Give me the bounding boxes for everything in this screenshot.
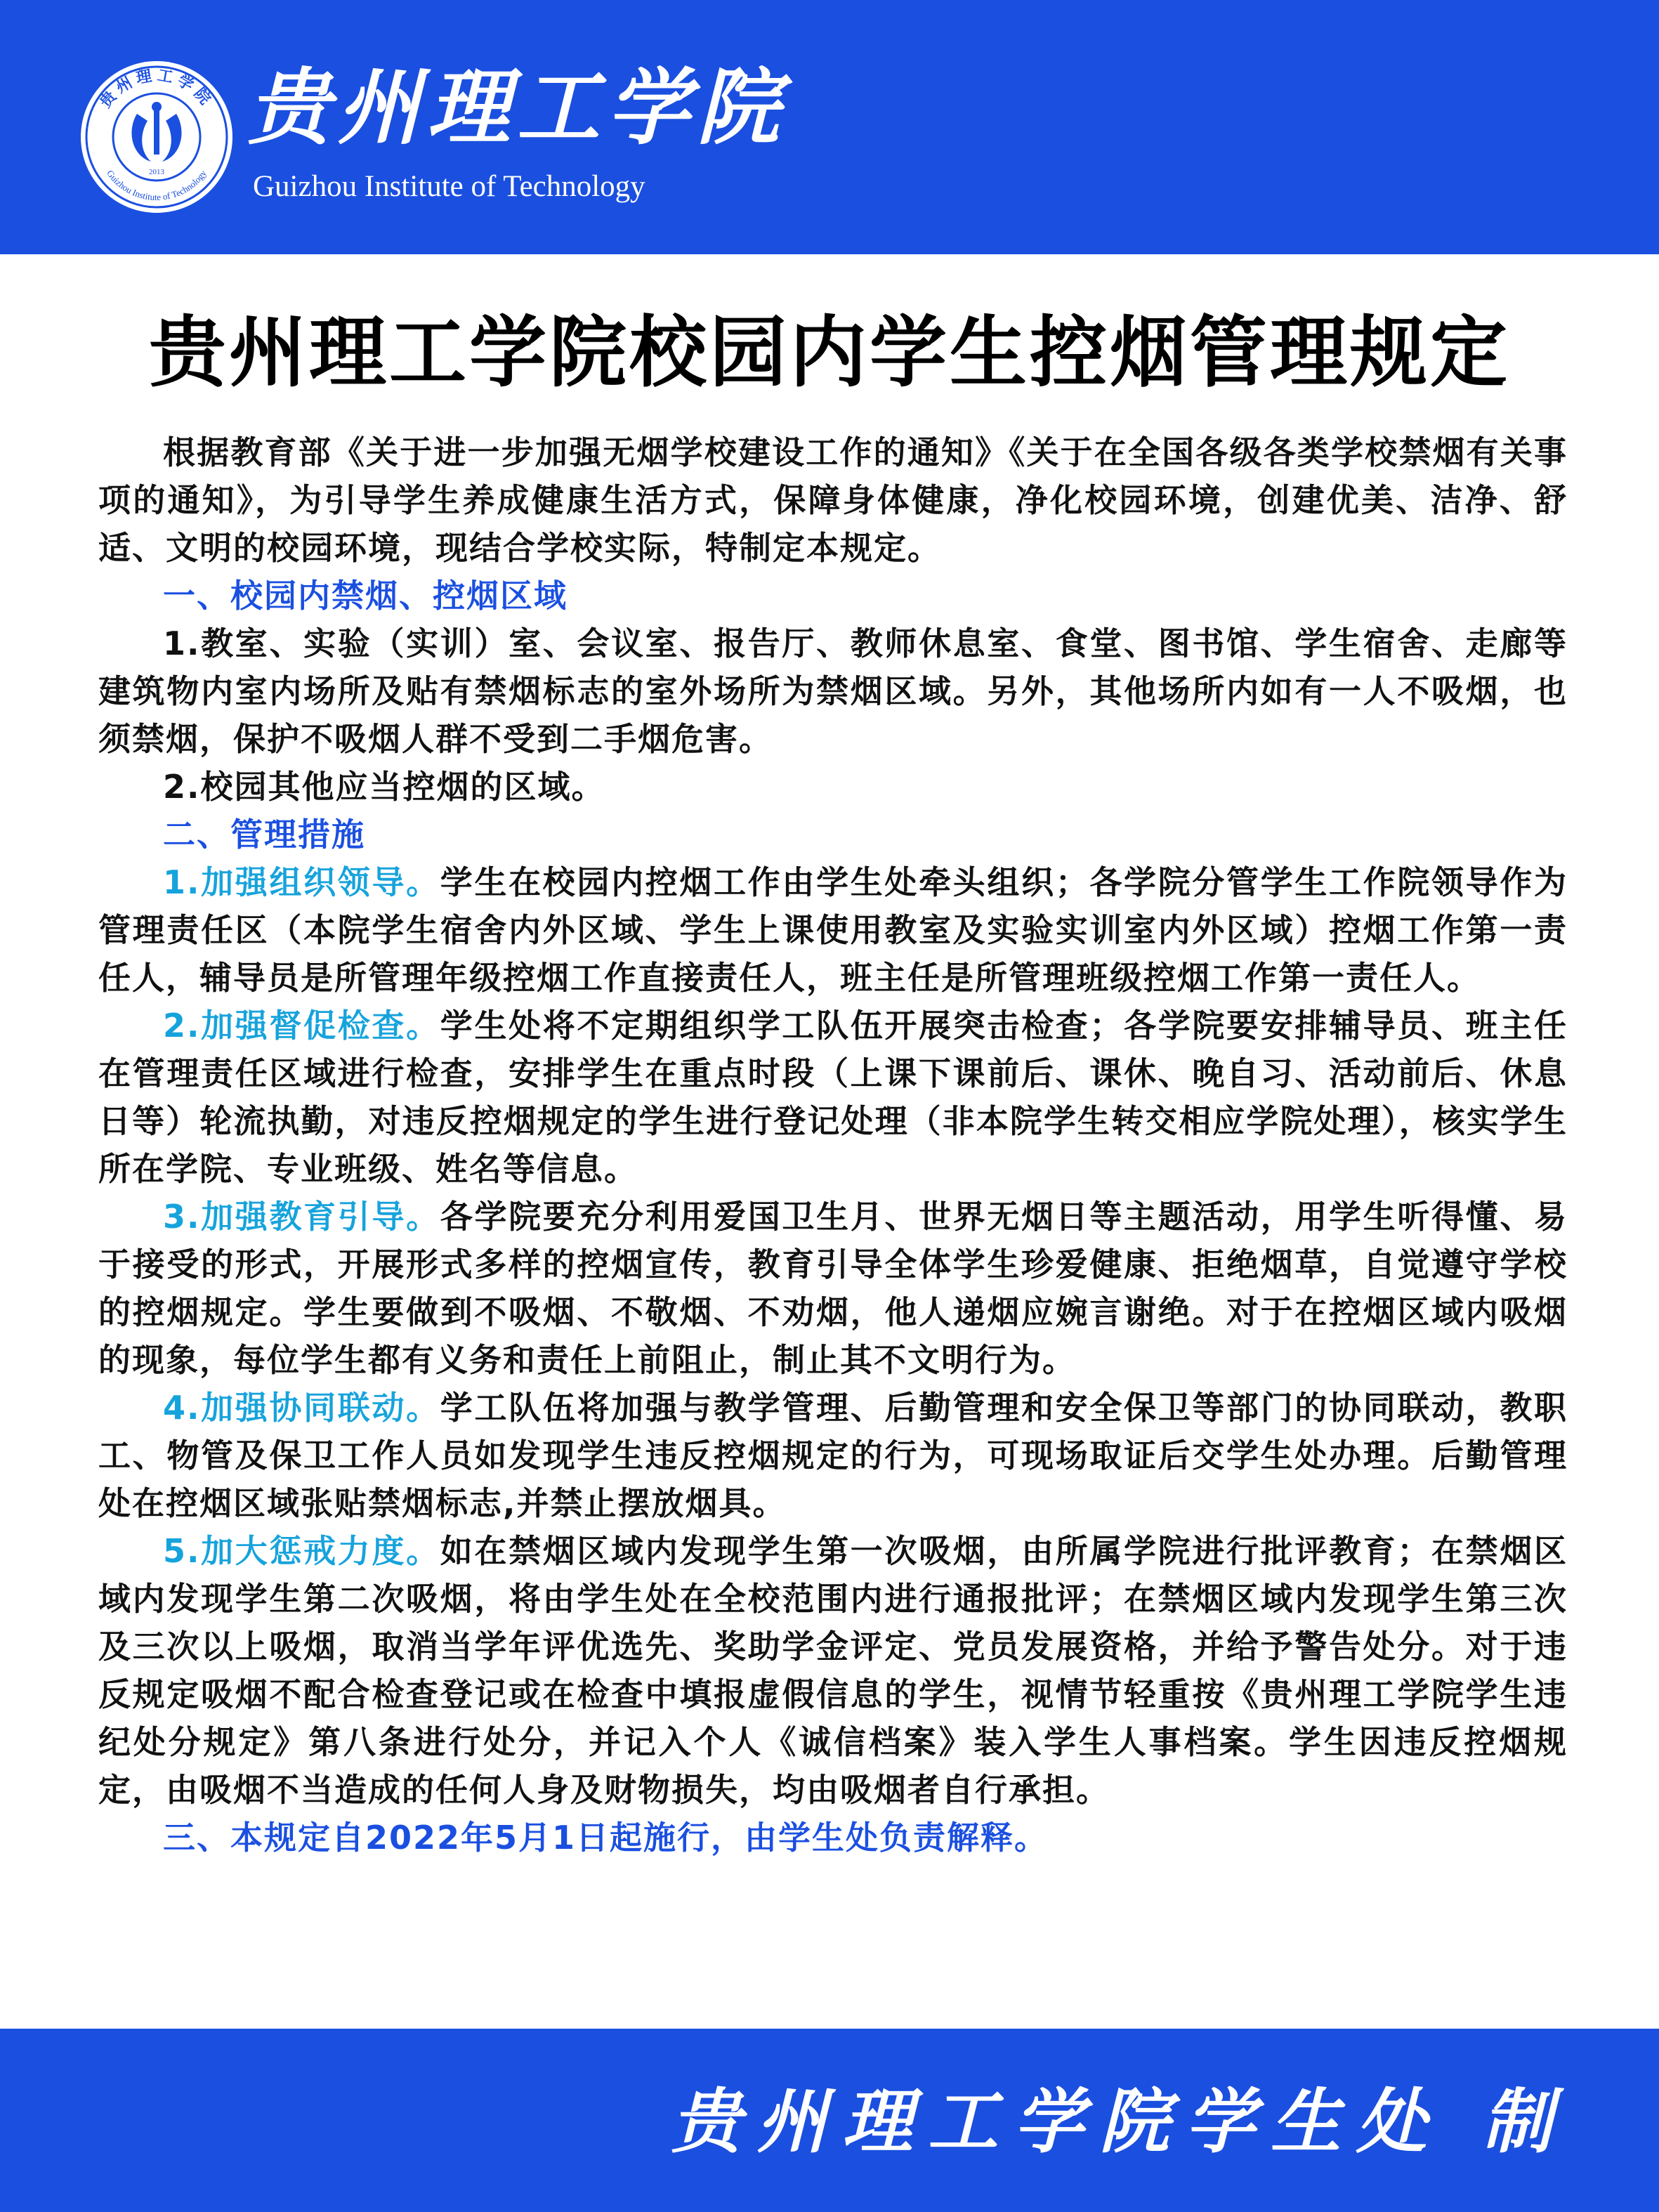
measure-text: 学生在校园内控烟工作由学生处牵头组织；各学院分管学生工作院领导作为管理责任区（本院学生宿舍内外区域、学生上课使用教室及实验实训室内外区域）控烟工作第一责任人，辅导员是所管理年级控烟工作直接责任人，班主任是所管理班级控烟工作第一责任人。: [98, 863, 1568, 997]
measure-lead: 1.加强组织领导。: [163, 863, 440, 901]
measure-text: 如在禁烟区域内发现学生第一次吸烟，由所属学院进行批评教育；在禁烟区域内发现学生第二次吸烟，将由学生处在全校范围内进行通报批评；在禁烟区域内发现学生第三次及三次以上吸烟，取消当学年评优选先、奖助学金评定、党员发展资格，并给予警告处分。对于违反规定吸烟不配合检查登记或在检查中填报虚假信息的学生，视情节轻重按《贵州理工学院学生违纪处分规定》第八条进行处分，并记入个人《诚信档案》装入学生人事档案。学生因违反控烟规定，由吸烟不当造成的任何人身及财物损失，均由吸烟者自行承担。: [98, 1532, 1568, 1809]
measure-paragraph: [98, 1193, 1568, 1384]
seal-text-cn: 贵州理工学院: [96, 66, 217, 112]
section-3-heading: 三、本规定自2022年5月1日起施行，由学生处负责解释。: [163, 1819, 1049, 1857]
school-name-en: Guizhou Institute of Technology: [253, 170, 645, 203]
seal-year: 2013: [149, 168, 164, 176]
measure-text: 学生处将不定期组织学工队伍开展突击检查；各学院要安排辅导员、班主任在管理责任区域进行检查，安排学生在重点时段（上课下课前后、课休、晚自习、活动前后、休息日等）轮流执勤，对违反控烟规定的学生进行登记处理（非本院学生转交相应学院处理），核实学生所在学院、专业班级、姓名等信息。: [98, 1007, 1568, 1188]
measure-text: 各学院要充分利用爱国卫生月、世界无烟日等主题活动，用学生听得懂、易于接受的形式，开展形式多样的控烟宣传，教育引导全体学生珍爱健康、拒绝烟草，自觉遵守学校的控烟规定。学生要做到不吸烟、不敬烟、不劝烟，他人递烟应婉言谢绝。对于在控烟区域内吸烟的现象，每位学生都有义务和责任上前阻止，制止其不文明行为。: [98, 1198, 1568, 1379]
header-banner: [0, 0, 1659, 254]
intro-paragraph: 根据教育部《关于进一步加强无烟学校建设工作的通知》《关于在全国各级各类学校禁烟有关事项的通知》，为引导学生养成健康生活方式，保障身体健康，净化校园环境，创建优美、洁净、舒适、文明的校园环境，现结合学校实际，特制定本规定。: [98, 433, 1568, 567]
section-1-item-2: 2.校园其他应当控烟的区域。: [163, 768, 605, 806]
section-2-heading: 二、管理措施: [163, 816, 365, 853]
school-seal-logo: [77, 58, 236, 216]
section-1-item-1: 1.教室、实验（实训）室、会议室、报告厅、教师休息室、食堂、图书馆、学生宿舍、走廊等建筑物内室内场所及贴有禁烟标志的室外场所为禁烟区域。另外，其他场所内如有一人不吸烟，也须禁烟，保护不吸烟人群不受到二手烟危害。: [98, 624, 1568, 758]
measure-paragraph: [98, 1002, 1568, 1193]
measure-paragraph: [98, 1527, 1568, 1814]
measure-lead: 4.加强协同联动。: [163, 1389, 440, 1427]
school-name-cn: 贵州理工学院: [247, 58, 787, 156]
regulation-body: [98, 428, 1568, 1861]
measure-lead: 5.加大惩戒力度。: [163, 1532, 440, 1570]
issuer-signature: 贵州理工学院学生处 制: [671, 2080, 1568, 2163]
measure-lead: 2.加强督促检查。: [163, 1007, 440, 1045]
page-title: 贵州理工学院校园内学生控烟管理规定: [149, 308, 1510, 398]
seal-text-en: Guizhou Institute of Technology: [105, 168, 209, 203]
measure-paragraph: [98, 1384, 1568, 1527]
section-1-heading: 一、校园内禁烟、控烟区域: [163, 577, 568, 615]
measure-lead: 3.加强教育引导。: [163, 1198, 440, 1236]
measure-text: 学工队伍将加强与教学管理、后勤管理和安全保卫等部门的协同联动，教职工、物管及保卫工作人员如发现学生违反控烟规定的行为，可现场取证后交学生处办理。后勤管理处在控烟区域张贴禁烟标志,并禁止摆放烟具。: [98, 1389, 1568, 1522]
measure-paragraph: [98, 858, 1568, 1002]
